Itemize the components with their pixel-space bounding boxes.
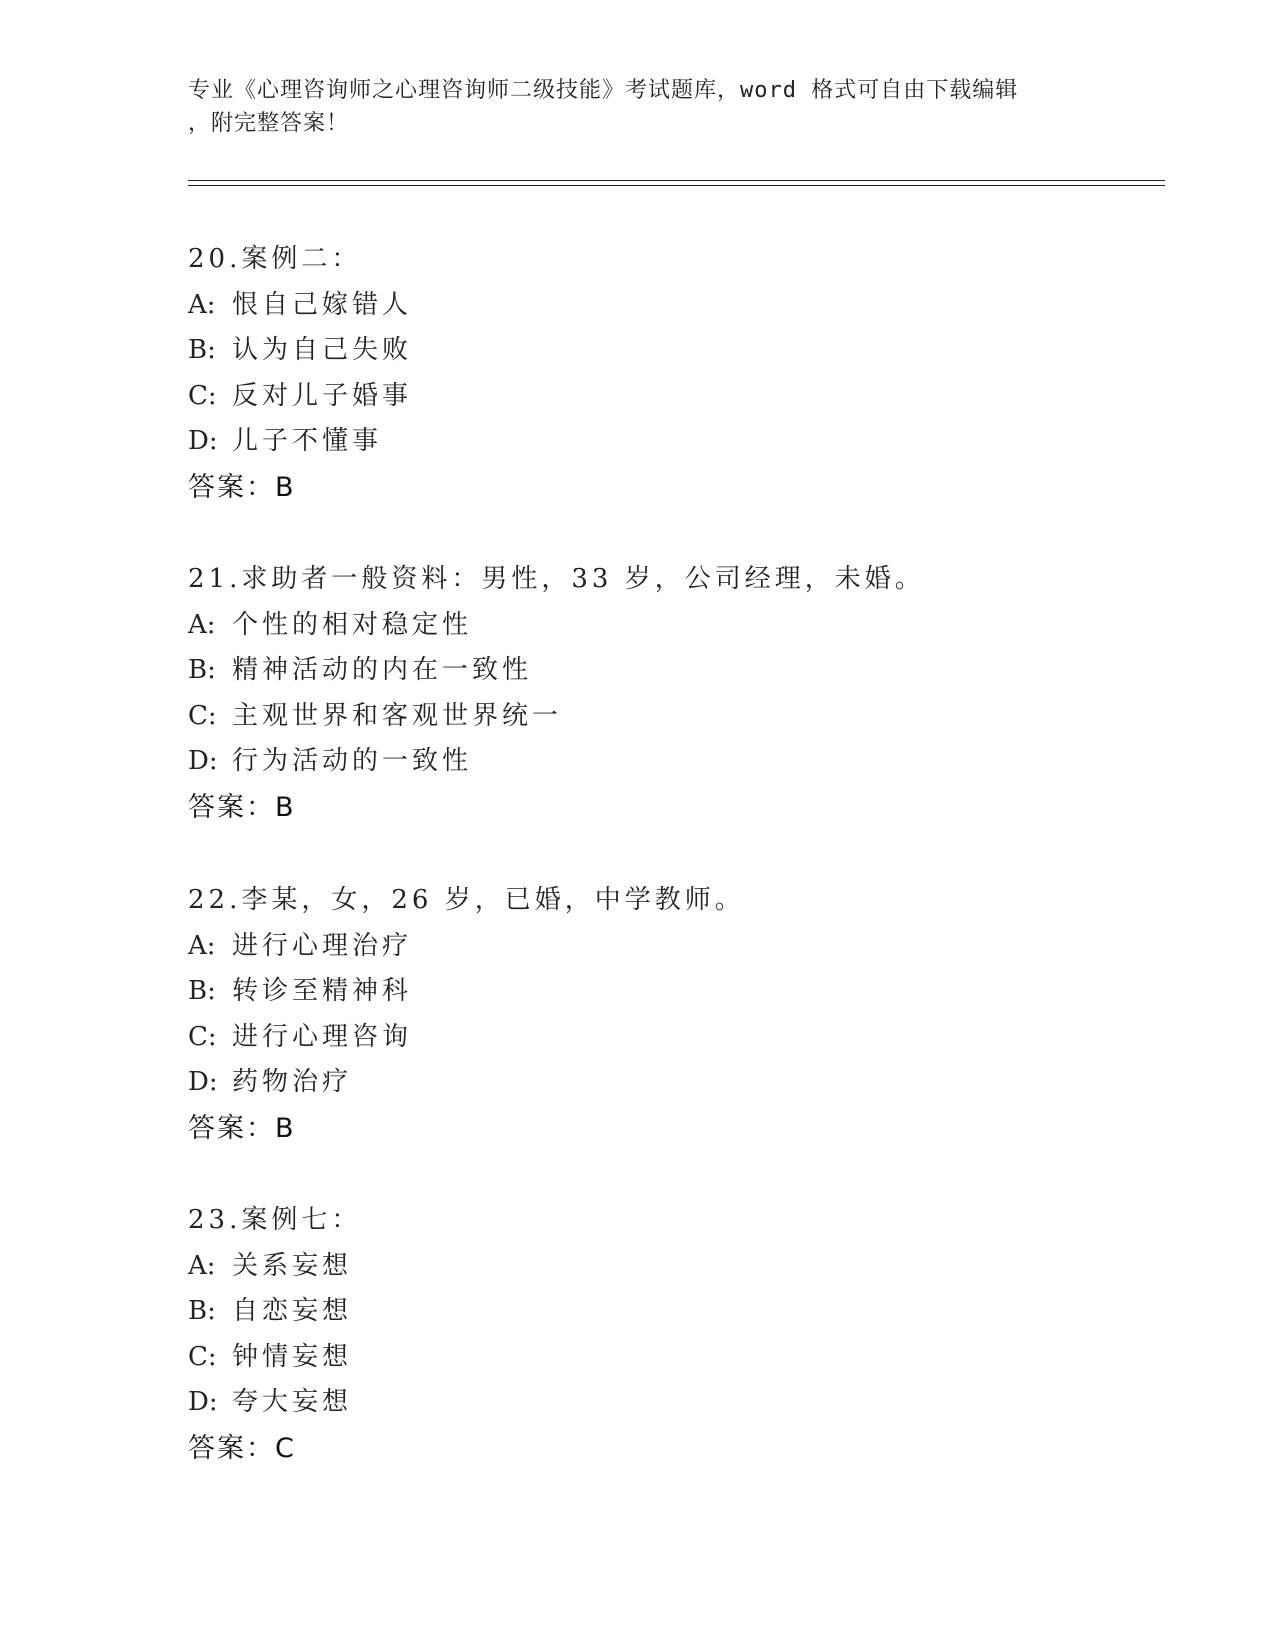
option-c bbox=[188, 694, 1148, 740]
question-21 bbox=[188, 557, 1148, 831]
option-d bbox=[188, 1380, 1148, 1426]
option-key: A: bbox=[188, 930, 216, 961]
option-text: 个性的相对稳定性 bbox=[232, 609, 473, 640]
option-key: B: bbox=[188, 1296, 216, 1327]
option-b bbox=[188, 969, 1148, 1015]
question-stem: 20.案例二： bbox=[188, 244, 362, 274]
question-20 bbox=[188, 237, 1148, 511]
option-d bbox=[188, 419, 1148, 465]
option-c bbox=[188, 374, 1148, 420]
option-key: A: bbox=[188, 609, 216, 640]
option-a bbox=[188, 603, 1148, 649]
option-key: C: bbox=[188, 700, 217, 731]
option-text: 进行心理咨询 bbox=[232, 1021, 413, 1052]
option-key: C: bbox=[188, 1021, 217, 1052]
answer-line: 答案：B bbox=[188, 791, 296, 823]
option-b bbox=[188, 1289, 1148, 1335]
option-key: B: bbox=[188, 335, 216, 366]
option-key: B: bbox=[188, 976, 216, 1007]
option-key: D: bbox=[188, 426, 218, 457]
option-text: 钟情妄想 bbox=[232, 1341, 353, 1372]
option-text: 进行心理治疗 bbox=[232, 930, 413, 961]
option-key: D: bbox=[188, 1067, 218, 1098]
option-text: 恨自己嫁错人 bbox=[232, 289, 413, 320]
answer-line: 答案：C bbox=[188, 1432, 296, 1464]
option-key: D: bbox=[188, 1387, 218, 1418]
option-c bbox=[188, 1335, 1148, 1381]
option-text: 夸大妄想 bbox=[232, 1387, 353, 1418]
option-text: 儿子不懂事 bbox=[232, 426, 383, 457]
option-key: B: bbox=[188, 655, 216, 686]
question-stem: 22.李某，女，26 岁，已婚，中学教师。 bbox=[188, 885, 745, 915]
option-key: D: bbox=[188, 746, 218, 777]
option-text: 主观世界和客观世界统一 bbox=[232, 700, 563, 731]
option-text: 认为自己失败 bbox=[232, 335, 413, 366]
question-stem: 21.求助者一般资料：男性，33 岁，公司经理，未婚。 bbox=[188, 564, 925, 594]
question-stem: 23.案例七： bbox=[188, 1205, 362, 1235]
question-22 bbox=[188, 878, 1148, 1152]
answer-line: 答案：B bbox=[188, 471, 296, 503]
header-divider-top bbox=[188, 180, 1165, 181]
option-text: 转诊至精神科 bbox=[232, 976, 413, 1007]
option-text: 行为活动的一致性 bbox=[232, 746, 473, 777]
option-d bbox=[188, 1060, 1148, 1106]
option-key: A: bbox=[188, 289, 216, 320]
option-b bbox=[188, 328, 1148, 374]
option-text: 关系妄想 bbox=[232, 1250, 353, 1281]
document-header bbox=[188, 74, 1088, 140]
option-text: 药物治疗 bbox=[232, 1067, 353, 1098]
option-a bbox=[188, 283, 1148, 329]
option-c bbox=[188, 1015, 1148, 1061]
header-line-2: ，附完整答案！ bbox=[188, 111, 350, 136]
option-a bbox=[188, 1244, 1148, 1290]
option-d bbox=[188, 739, 1148, 785]
option-key: A: bbox=[188, 1250, 216, 1281]
header-divider-bottom bbox=[188, 185, 1165, 186]
option-key: C: bbox=[188, 1341, 217, 1372]
option-key: C: bbox=[188, 380, 217, 411]
answer-line: 答案：B bbox=[188, 1112, 296, 1144]
header-line-1: 专业《心理咨询师之心理咨询师二级技能》考试题库，word 格式可自由下载编辑 bbox=[188, 78, 1019, 103]
option-text: 精神活动的内在一致性 bbox=[232, 655, 533, 686]
option-text: 反对儿子婚事 bbox=[232, 380, 413, 411]
option-b bbox=[188, 648, 1148, 694]
option-text: 自恋妄想 bbox=[232, 1296, 353, 1327]
question-23 bbox=[188, 1198, 1148, 1472]
option-a bbox=[188, 924, 1148, 970]
